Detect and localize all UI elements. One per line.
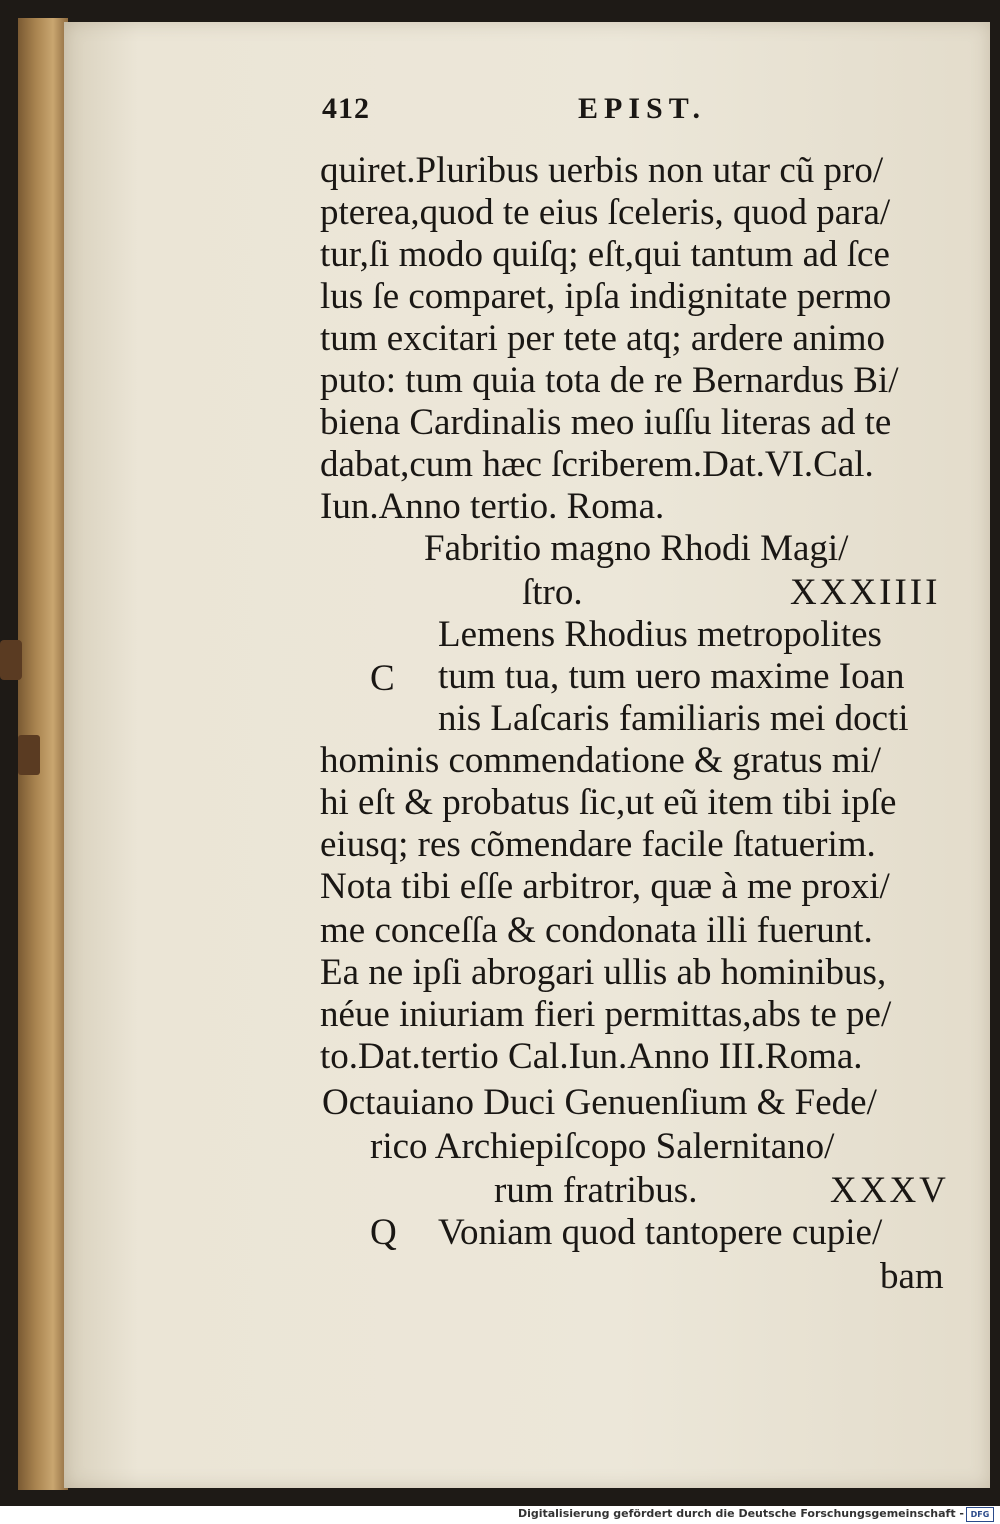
text-line: eiusq; res cõmendare facile ſtatuerim.: [320, 824, 876, 865]
text-line: to.Dat.tertio Cal.Iun.Anno III.Roma.: [320, 1036, 863, 1077]
text-line: quiret.Pluribus uerbis non utar cũ pro/: [320, 150, 884, 191]
digitization-credit: Digitalisierung gefördert durch die Deutsche Forschungsgemeinschaft -: [517, 1507, 964, 1520]
catchword: bam: [880, 1256, 944, 1297]
letter-heading: rico Archiepiſcopo Salernitano/: [370, 1126, 835, 1167]
text-line: Voniam quod tantopere cupie/: [438, 1212, 883, 1253]
text-line: tum excitari per tete atq; ardere animo: [320, 318, 886, 359]
text-line: hi eſt & probatus ſic,ut eũ item tibi ipſe: [320, 782, 897, 823]
text-line: tum tua, tum uero maxime Ioan: [438, 656, 905, 697]
text-line: lus ſe comparet, ipſa indignitate permo: [320, 276, 892, 317]
letter-number: XXXV: [830, 1170, 949, 1211]
running-title: EPIST.: [578, 92, 706, 125]
text-line: me conceſſa & condonata illi fuerunt.: [320, 910, 873, 951]
text-line: puto: tum quia tota de re Bernardus Bi/: [320, 360, 899, 401]
text-line: tur,ſi modo quiſq; eſt,qui tantum ad ſce: [320, 234, 890, 275]
letter-heading: rum fratribus.: [494, 1170, 698, 1211]
book-clasp: [18, 735, 40, 775]
letter-number: XXXIIII: [790, 572, 941, 613]
text-line: dabat,cum hæc ſcriberem.Dat.VI.Cal.: [320, 444, 874, 485]
letter-heading: Fabritio magno Rhodi Magi/: [424, 528, 849, 569]
letter-heading: Octauiano Duci Genuenſium & Fede/: [322, 1082, 877, 1123]
text-line: Iun.Anno tertio. Roma.: [320, 486, 665, 527]
text-line: Lemens Rhodius metropolites: [438, 614, 882, 655]
text-line: nis Laſcaris familiaris mei docti: [438, 698, 909, 739]
initial-letter: Q: [370, 1212, 397, 1253]
book-clasp: [0, 640, 22, 680]
dfg-logo: DFG: [966, 1507, 994, 1522]
text-line: hominis commendatione & gratus mi/: [320, 740, 882, 781]
letter-heading: ſtro.: [522, 572, 583, 613]
text-line: néue iniuriam fieri permittas,abs te pe/: [320, 994, 892, 1035]
text-line: biena Cardinalis meo iuſſu literas ad te: [320, 402, 892, 443]
page-number: 412: [322, 92, 370, 125]
text-line: pterea,quod te eius ſceleris, quod para/: [320, 192, 891, 233]
text-line: Ea ne ipſi abrogari ullis ab hominibus,: [320, 952, 887, 993]
text-line: Nota tibi eſſe arbitror, quæ à me proxi/: [320, 866, 890, 907]
initial-letter: C: [370, 658, 395, 699]
